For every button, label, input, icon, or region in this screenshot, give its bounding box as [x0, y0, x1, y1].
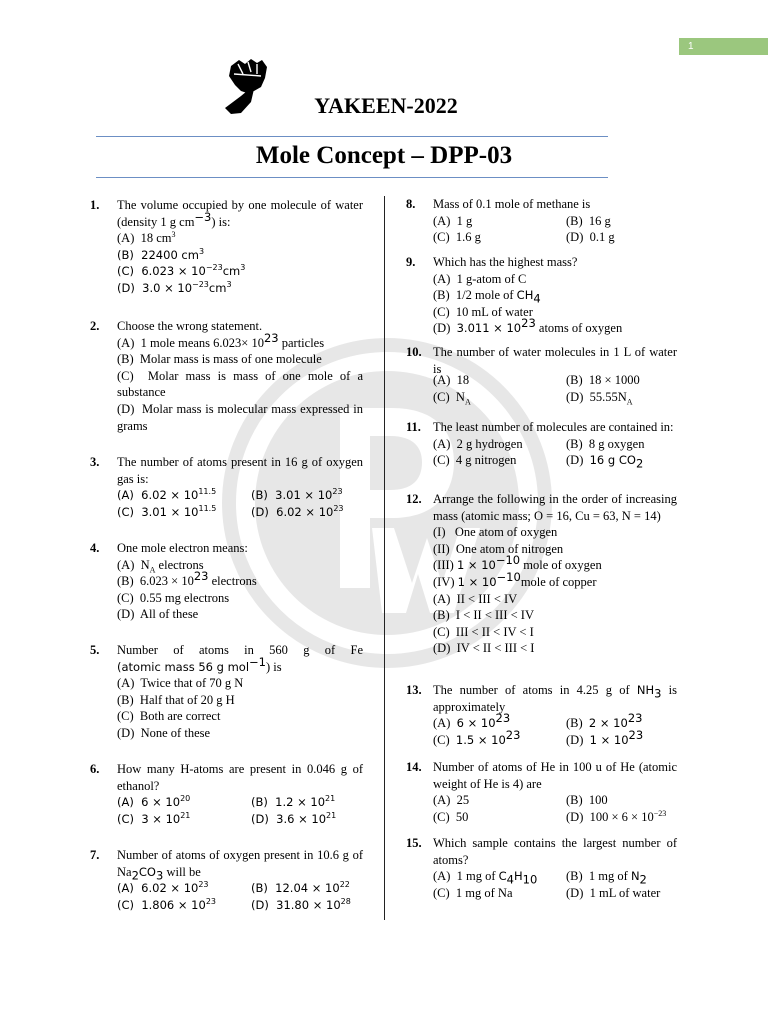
option-b: (B) 16 g	[566, 213, 611, 228]
option-a: (A) $6.02 \times 10^{11.5}$	[117, 487, 217, 503]
question-stem: One mole electron means:	[117, 541, 248, 555]
option-d: (D) All of these	[117, 607, 199, 622]
question-stem: Which has the highest mass?	[433, 255, 578, 269]
question-stem: Which sample contains the largest number of atoms?	[433, 836, 677, 867]
question-stem: Arrange the following in the order of increasing mass (atomic mass; O = 16, Cu = 63, N = 14)	[433, 492, 677, 523]
option-c: (C) Both are correct	[117, 709, 221, 724]
item-ii: (II) One atom of nitrogen	[433, 541, 564, 556]
option-d: (D) $31.80 \times 10^{28}$	[251, 896, 351, 912]
option-d: (D) $3.6 \times 10^{21}$	[251, 810, 337, 826]
question-number: 10.	[406, 345, 422, 359]
question-number: 14.	[406, 760, 422, 774]
option-b: (B) $2 \times 10^{23}$	[566, 711, 643, 731]
option-a: (A) 2 g hydrogen	[433, 436, 523, 451]
question-number: 9.	[406, 255, 416, 269]
question-number: 15.	[406, 836, 422, 850]
option-c: (C) $3 \times 10^{21}$	[117, 810, 191, 826]
question-stem: The number of water molecules in 1 L of water is	[433, 345, 677, 376]
option-a: (A) 18	[433, 373, 470, 388]
option-b: (B) 8 g oxygen	[566, 436, 645, 451]
question-stem: The number of atoms present in 16 g of oxygen gas is:	[117, 455, 363, 486]
option-c: (C) 1.6 g	[433, 230, 481, 245]
question-number: 4.	[90, 541, 100, 555]
option-a: (A) $6 \times 10^{20}$	[117, 794, 191, 810]
option-c: (C) 0.55 mg electrons	[117, 590, 230, 605]
option-d: (D) 0.1 g	[566, 230, 615, 245]
question-stem: Mass of 0.1 mole of methane is	[433, 197, 591, 211]
option-b: (B) $3.01 \times 10^{23}$	[251, 487, 343, 503]
option-d: (D) $3.011 \times 10^{23}$ atoms of oxygen	[433, 316, 623, 336]
option-a: (A) $6 \times 10^{23}$	[433, 711, 511, 731]
option-b: (B) 18 × 1000	[566, 373, 640, 388]
question-stem: The number of atoms in 4.25 g of $NH_3$ is approximately	[433, 683, 677, 714]
option-d: (D) Molar mass is molecular mass expressed in grams	[117, 401, 363, 433]
option-d: (D) $6.02 \times 10^{23}$	[251, 503, 344, 519]
option-d: (D) IV < II < III < I	[433, 641, 535, 656]
page-number-tab	[679, 38, 768, 55]
option-d: (D) None of these	[117, 725, 211, 740]
header-rule-top	[96, 136, 608, 137]
question-number: 12.	[406, 492, 422, 506]
option-d: (D) 16 g $CO_2$	[566, 453, 644, 471]
option-a: (A) $6.02 \times 10^{23}$	[117, 880, 209, 896]
option-d: (D) $3.0 \times 10^{-23}cm^3$	[117, 280, 232, 295]
option-b: (B) 100	[566, 793, 608, 808]
option-a: (A) II < III < IV	[433, 591, 518, 606]
question-stem-line-1: Number of atoms in 560 g of Fe	[117, 643, 363, 657]
question-stem: How many H-atoms are present in 0.046 g of ethanol?	[117, 762, 363, 793]
question-number: 8.	[406, 197, 416, 211]
option-b: (B) 1 mg of $N_2$	[566, 869, 647, 887]
option-d: (D) $1 \times 10^{23}$	[566, 727, 644, 747]
question-stem-line-2: (atomic mass 56 g mol$^{-1}$) is	[117, 654, 282, 674]
option-c: (C) 4 g nitrogen	[433, 453, 517, 468]
option-b: (B) Molar mass is mass of one molecule	[117, 352, 322, 367]
option-c: (C) $N_A$	[433, 389, 471, 407]
option-a: (A) 1 g	[433, 213, 473, 228]
page-title: Mole Concept – DPP-03	[255, 142, 513, 169]
option-b: (B) 22400 $cm^3$	[117, 246, 205, 262]
question-stem: The volume occupied by one molecule of water (density 1 g $cm^{-3}$) is:	[117, 198, 363, 229]
item-i: (I) One atom of oxygen	[433, 525, 558, 540]
option-b: (B) $12.04 \times 10^{22}$	[251, 880, 350, 896]
option-a: (A) 1 mole means $6.023\times 10^{23}$ particles	[117, 330, 325, 350]
item-iv: (IV) $1 \times 10^{-10}mole$ of copper	[433, 569, 597, 589]
question-stem: Number of atoms of He in 100 u of He (atomic weight of He is 4) are	[433, 760, 677, 791]
option-b: (B) Half that of 20 g H	[117, 692, 235, 707]
option-d: (D) $100 \times 6 \times 10^{-23}$	[566, 808, 667, 824]
option-d: (D) 1 mL of water	[566, 885, 661, 900]
question-number: 2.	[90, 319, 100, 333]
option-a: (A) $N_A$ electrons	[117, 557, 204, 575]
option-a: (A) 1 mg of $C_4H_{10}$	[433, 869, 538, 887]
question-number: 11.	[406, 420, 421, 434]
series-title: YAKEEN-2022	[314, 93, 458, 118]
question-stem: The least number of molecules are contained in:	[433, 420, 674, 434]
option-c: (C) $1.806 \times 10^{23}$	[117, 896, 217, 912]
option-b: (B) $6.023 \times 10^{23}$ electrons	[117, 569, 257, 589]
option-b: (B) 1/2 mole of $CH_4$	[433, 288, 541, 306]
question-number: 3.	[90, 455, 100, 469]
header-rule-bottom	[96, 177, 608, 178]
option-a: (A) 25	[433, 793, 470, 808]
question-stem: Choose the wrong statement.	[117, 319, 263, 333]
question-number: 7.	[90, 848, 100, 862]
option-a: (A) 18 $cm^3$	[117, 230, 176, 246]
option-b: (B) $1.2 \times 10^{21}$	[251, 794, 336, 810]
question-stem: Number of atoms of oxygen present in 10.6 g of $Na_2CO_3$ will be	[117, 848, 363, 883]
option-c: (C) 50	[433, 809, 469, 824]
option-a: (A) 1 g-atom of C	[433, 271, 527, 286]
option-d: (D) $55.55N_A$	[566, 389, 633, 407]
option-a: (A) Twice that of 70 g N	[117, 676, 244, 691]
option-c: (C) III < II < IV < I	[433, 624, 534, 639]
question-number: 5.	[90, 643, 100, 657]
option-c: (C) $3.01 \times 10^{11.5}$	[117, 503, 217, 519]
item-iii: (III) $1 \times 10^{-10}$ mole of oxygen	[433, 553, 602, 573]
option-c: (C) $1.5 \times 10^{23}$	[433, 727, 521, 747]
option-c: (C) $6.023 \times 10^{-23}cm^3$	[117, 263, 246, 279]
question-number: 6.	[90, 762, 100, 776]
page-number: 1	[688, 41, 694, 52]
option-c: (C) Molar mass is mass of one mole of a substance	[117, 368, 363, 400]
option-c: (C) 10 mL of water	[433, 304, 533, 319]
question-number: 13.	[406, 683, 422, 697]
option-b: (B) I < II < III < IV	[433, 608, 534, 623]
question-number: 1.	[90, 198, 100, 212]
option-c: (C) 1 mg of Na	[433, 885, 513, 900]
column-divider	[384, 196, 385, 920]
